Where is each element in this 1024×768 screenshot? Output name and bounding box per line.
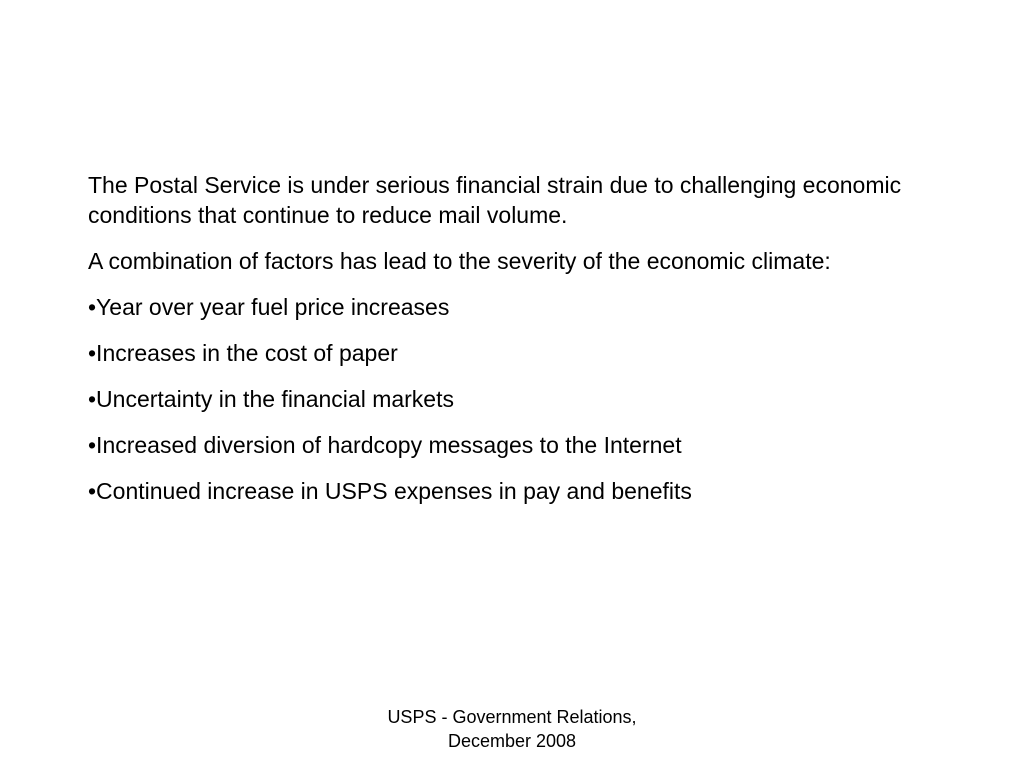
slide-body [88,170,948,522]
bullet-item: •Uncertainty in the financial markets [88,386,454,412]
intro-paragraph: The Postal Service is under serious financial strain due to challenging economic conditions that continue to reduce mail volume. [88,172,902,228]
slide-footer [352,705,672,753]
bullet-item: •Increases in the cost of paper [88,340,398,366]
bullet-item: •Increased diversion of hardcopy messages to the Internet [88,432,682,458]
bullet-item: •Continued increase in USPS expenses in pay and benefits [88,478,692,504]
factors-lead-in: A combination of factors has lead to the severity of the economic climate: [88,248,831,274]
footer-line-1: USPS - Government Relations, [387,707,637,727]
bullet-item: •Year over year fuel price increases [88,294,450,320]
footer-line-2: December 2008 [447,731,577,751]
